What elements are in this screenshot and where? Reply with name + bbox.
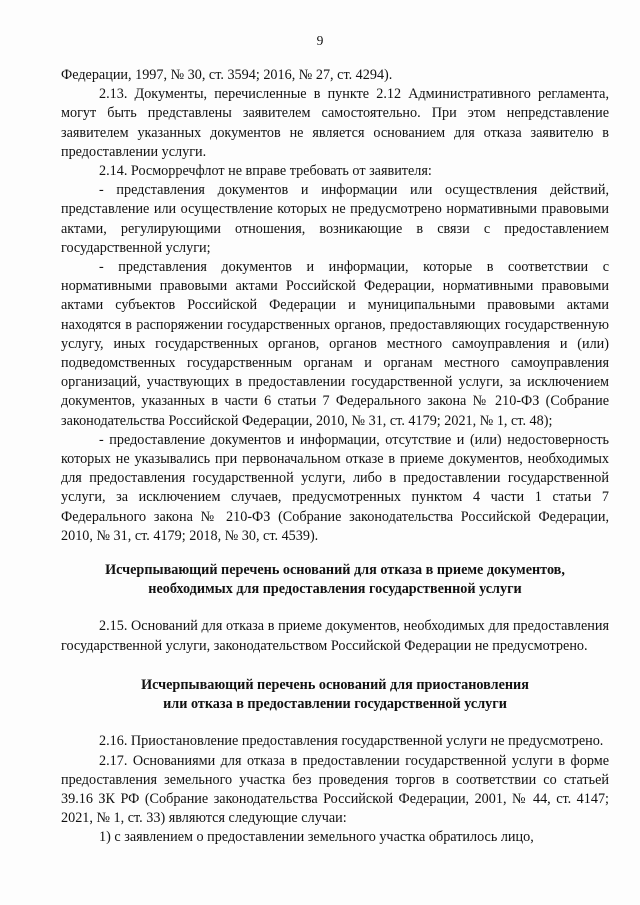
heading-line: или отказа в предоставлении государственной услуги	[163, 696, 507, 713]
paragraph-2-16: 2.16. Приостановление предоставления государственной услуги не предусмотрено.	[99, 733, 604, 750]
paragraph-2-14: 2.14. Росморречфлот не вправе требовать от заявителя:	[99, 163, 432, 180]
heading-line: Исчерпывающий перечень оснований для приостановления	[141, 676, 529, 693]
paragraph-continuation: Федерации, 1997, № 30, ст. 3594; 2016, № 27, ст. 4294).	[61, 67, 393, 83]
list-item-dash-1: - представления документов и информации или осуществления действий, представление или осуществление которых не предусмотрено нормативными правовыми актами, регулирующими отношения, возникающие в связи с предоставлением государственной услуги;	[61, 182, 609, 256]
section-heading-suspension	[61, 676, 609, 714]
paragraph-2-17: 2.17. Основаниями для отказа в предоставлении государственной услуги в форме предоставления земельного участка без проведения торгов в соответствии со статьей 39.16 ЗК РФ (Собрание законодательства Российской Федерации, 2001, № 44, ст. 4147; 2021, № 1, ст. 33) являются следующие случаи:	[61, 752, 609, 827]
list-item-dash-3: - предоставление документов и информации, отсутствие и (или) недостоверность которых не указывались при первоначальном отказе в приеме документов, необходимых для предоставления государственной услуги, либо в предоставлении государственной услуги, за исключением случаев, предусмотренных пунктом 4 части 1 статьи 7 Федерального закона № 210-ФЗ (Собрание законодательства Российской Федерации, 2010, № 31, ст. 4179; 2018, № 30, ст. 4539).	[61, 431, 609, 544]
heading-line: Исчерпывающий перечень оснований для отказа в приеме документов,	[105, 562, 565, 579]
paragraph-2-15: 2.15. Оснований для отказа в приеме документов, необходимых для предоставления государственной услуги, законодательством Российской Федерации не предусмотрено.	[61, 618, 609, 654]
list-item-numbered-1: 1) с заявлением о предоставлении земельного участка обратилось лицо,	[99, 829, 534, 846]
heading-line: необходимых для предоставления государственной услуги	[148, 581, 522, 598]
page-number: 9	[316, 33, 324, 48]
paragraph-2-13: 2.13. Документы, перечисленные в пункте 2.12 Административного регламента, могут быть представлены заявителем самостоятельно. При этом непредставление заявителем указанных документов не является основанием для отказа заявителю в предоставлении услуги.	[61, 86, 609, 160]
section-heading-refusal-documents	[61, 561, 609, 599]
list-item-dash-2: - представления документов и информации, которые в соответствии с нормативными правовыми актами Российской Федерации, нормативными правовыми актами субъектов Российской Федерации и муниципальными правовыми актами находятся в распоряжении государственных органов, предоставляющих государственную услугу, иных государственных органов, органов местного самоуправления и (или) подведомственных государственным органам и органам местного самоуправления организаций, участвующих в предоставлении государственной услуги, за исключением документов, указанных в части 6 статьи 7 Федерального закона № 210-ФЗ (Собрание законодательства Российской Федерации, 2010, № 31, ст. 4179; 2021, № 1, ст. 48);	[61, 259, 609, 429]
document-body	[61, 66, 609, 848]
